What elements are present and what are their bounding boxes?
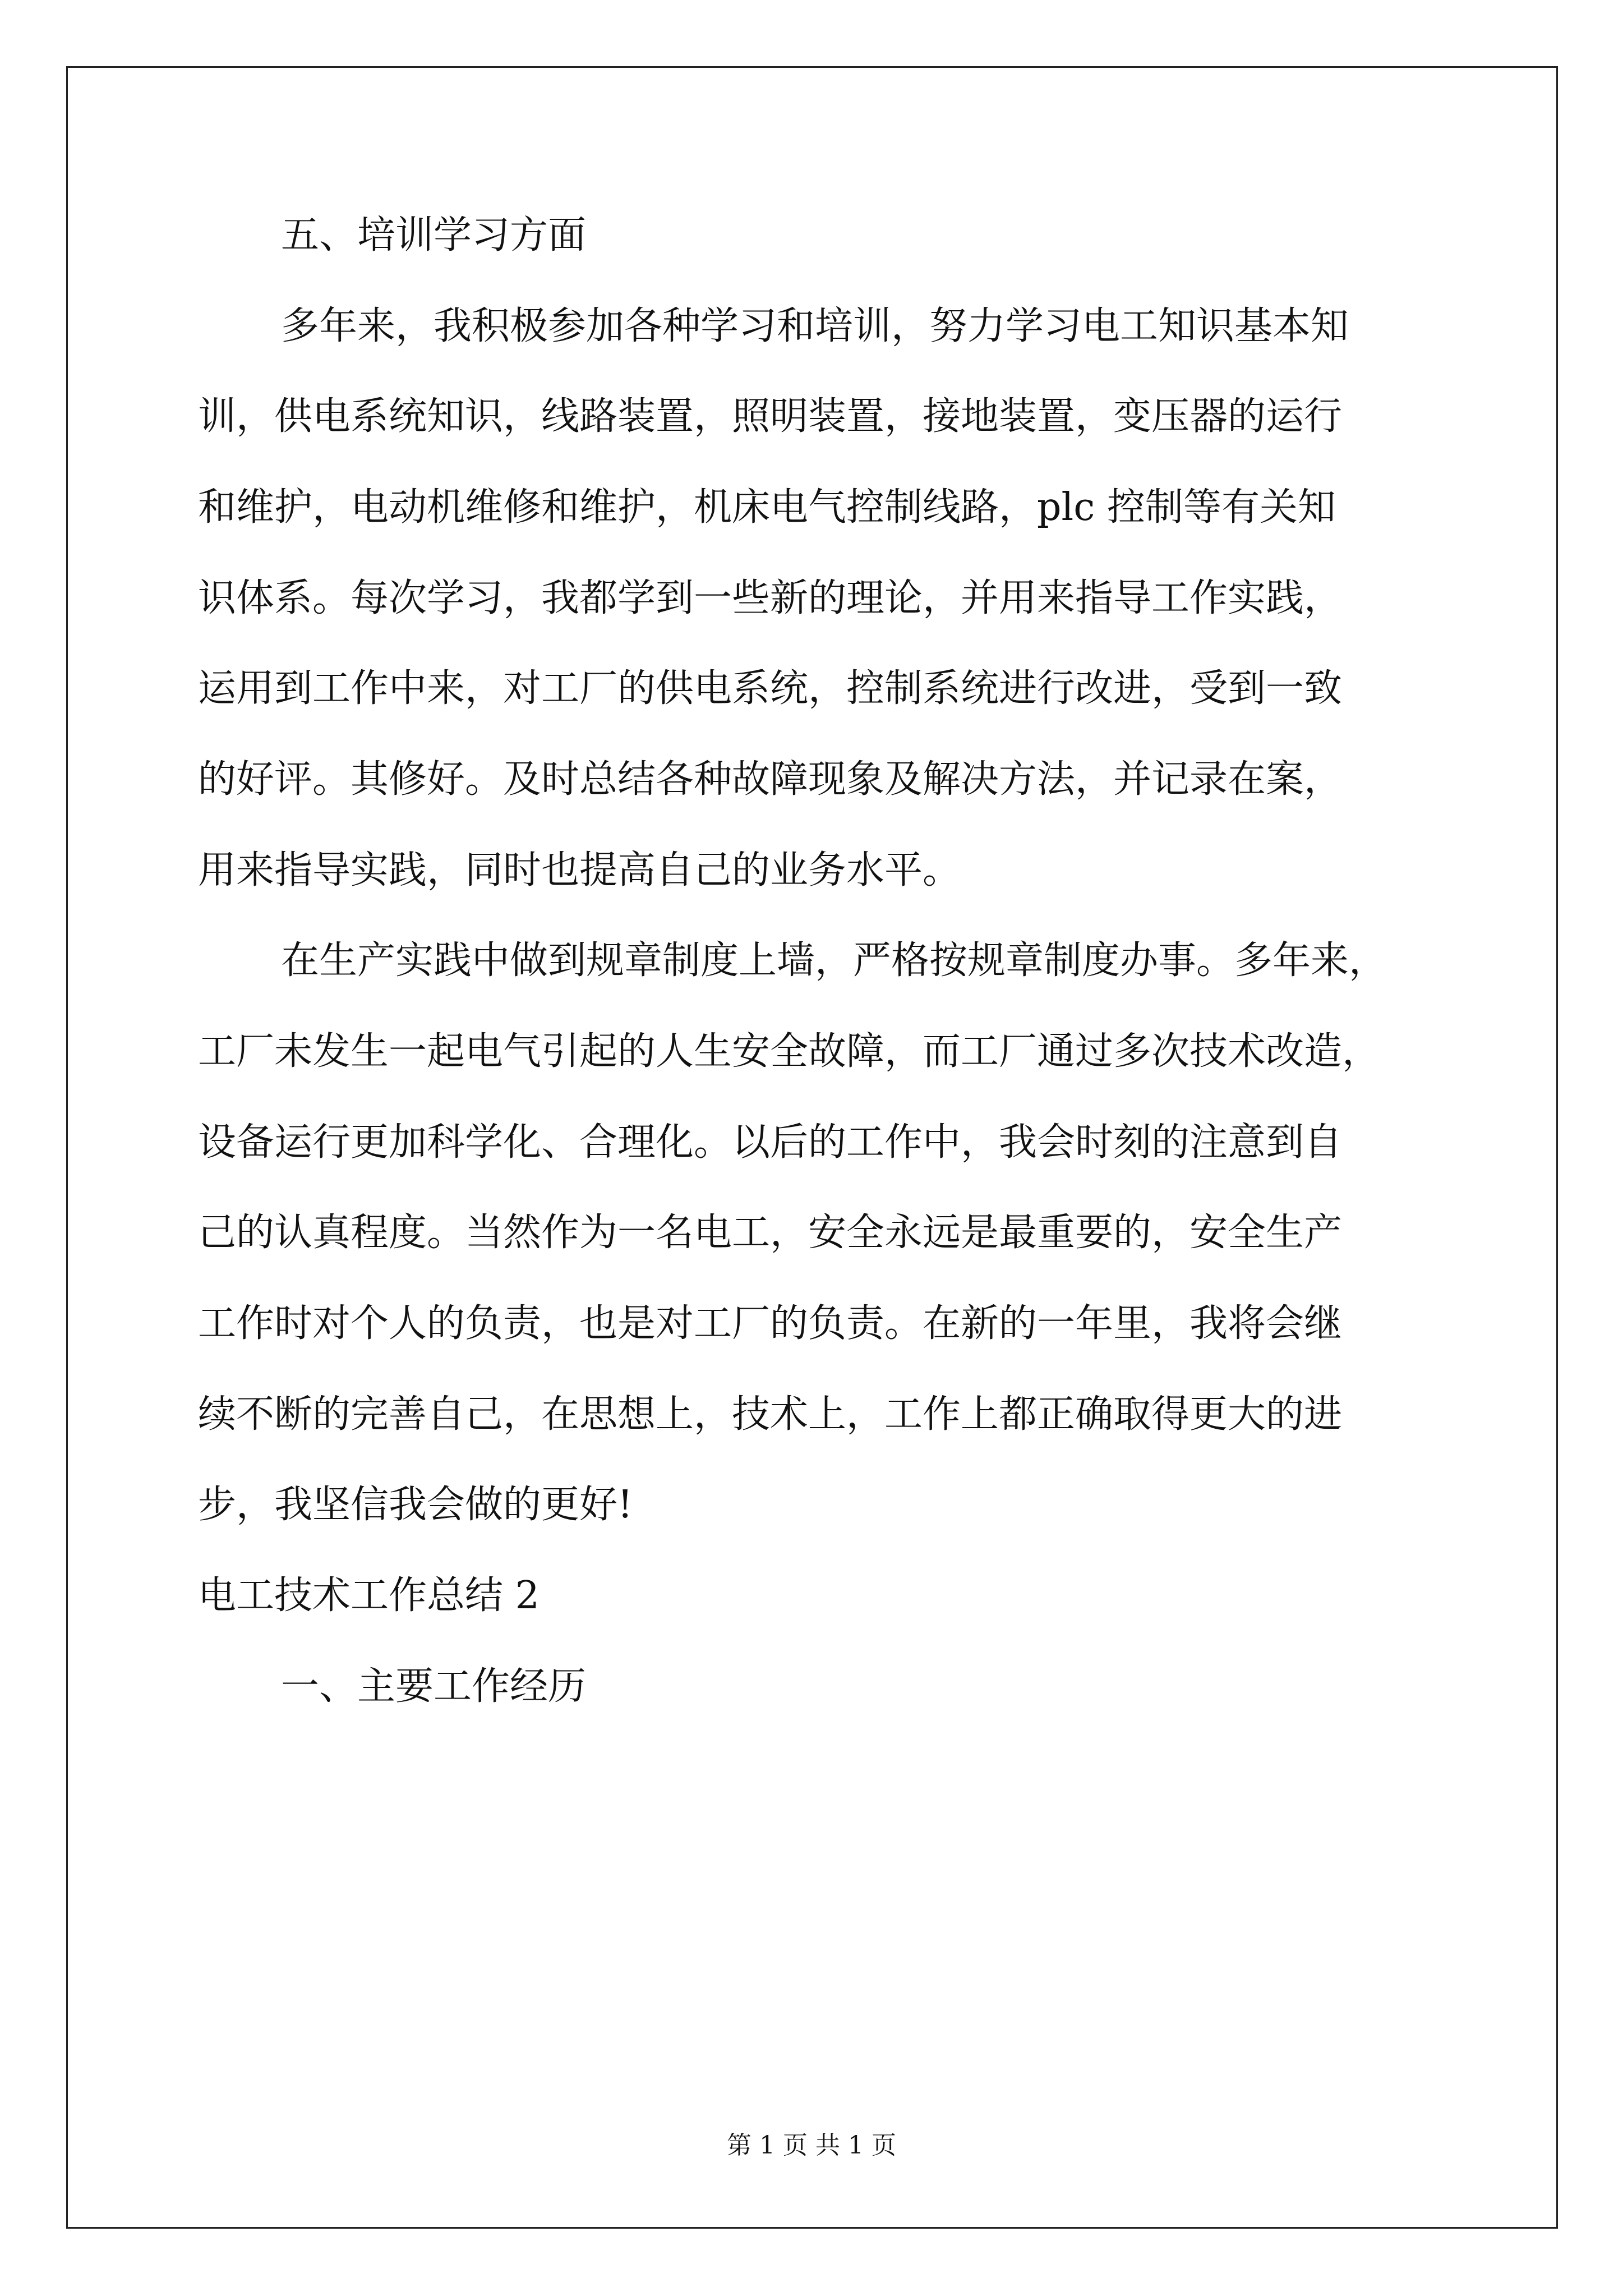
paragraph-line: 识体系。每次学习，我都学到一些新的理论，并用来指导工作实践， (198, 576, 1343, 620)
section-heading: 五、培训学习方面 (281, 213, 587, 257)
document-title: 电工技术工作总结 2 (198, 1573, 540, 1618)
paragraph-line: 工作时对个人的负责，也是对工厂的负责。在新的一年里，我将会继 (198, 1301, 1343, 1346)
page-footer: 第 1 页 共 1 页 (727, 2131, 896, 2160)
paragraph-line: 用来指导实践，同时也提高自己的业务水平。 (198, 848, 961, 892)
paragraph-line: 己的认真程度。当然作为一名电工，安全永远是最重要的，安全生产 (198, 1211, 1343, 1255)
paragraph-line: 的好评。其修好。及时总结各种故障现象及解决方法，并记录在案， (198, 757, 1343, 802)
paragraph-line: 训，供电系统知识，线路装置，照明装置，接地装置，变压器的运行 (198, 394, 1343, 439)
paragraph-line: 运用到工作中来，对工厂的供电系统，控制系统进行改进，受到一致 (198, 666, 1343, 711)
paragraph-line: 多年来，我积极参加各种学习和培训，努力学习电工知识基本知 (281, 304, 1349, 348)
section-heading: 一、主要工作经历 (281, 1664, 587, 1709)
paragraph-line: 工厂未发生一起电气引起的人生安全故障，而工厂通过多次技术改造， (198, 1029, 1381, 1074)
paragraph-line: 在生产实践中做到规章制度上墙，严格按规章制度办事。多年来， (281, 938, 1387, 983)
paragraph-line: 续不断的完善自己，在思想上，技术上，工作上都正确取得更大的进 (198, 1392, 1343, 1437)
paragraph-line: 和维护，电动机维修和维护，机床电气控制线路，plc 控制等有关知 (198, 485, 1336, 530)
paragraph-line: 设备运行更加科学化、合理化。以后的工作中，我会时刻的注意到自 (198, 1120, 1343, 1165)
paragraph-line: 步，我坚信我会做的更好! (198, 1483, 633, 1527)
